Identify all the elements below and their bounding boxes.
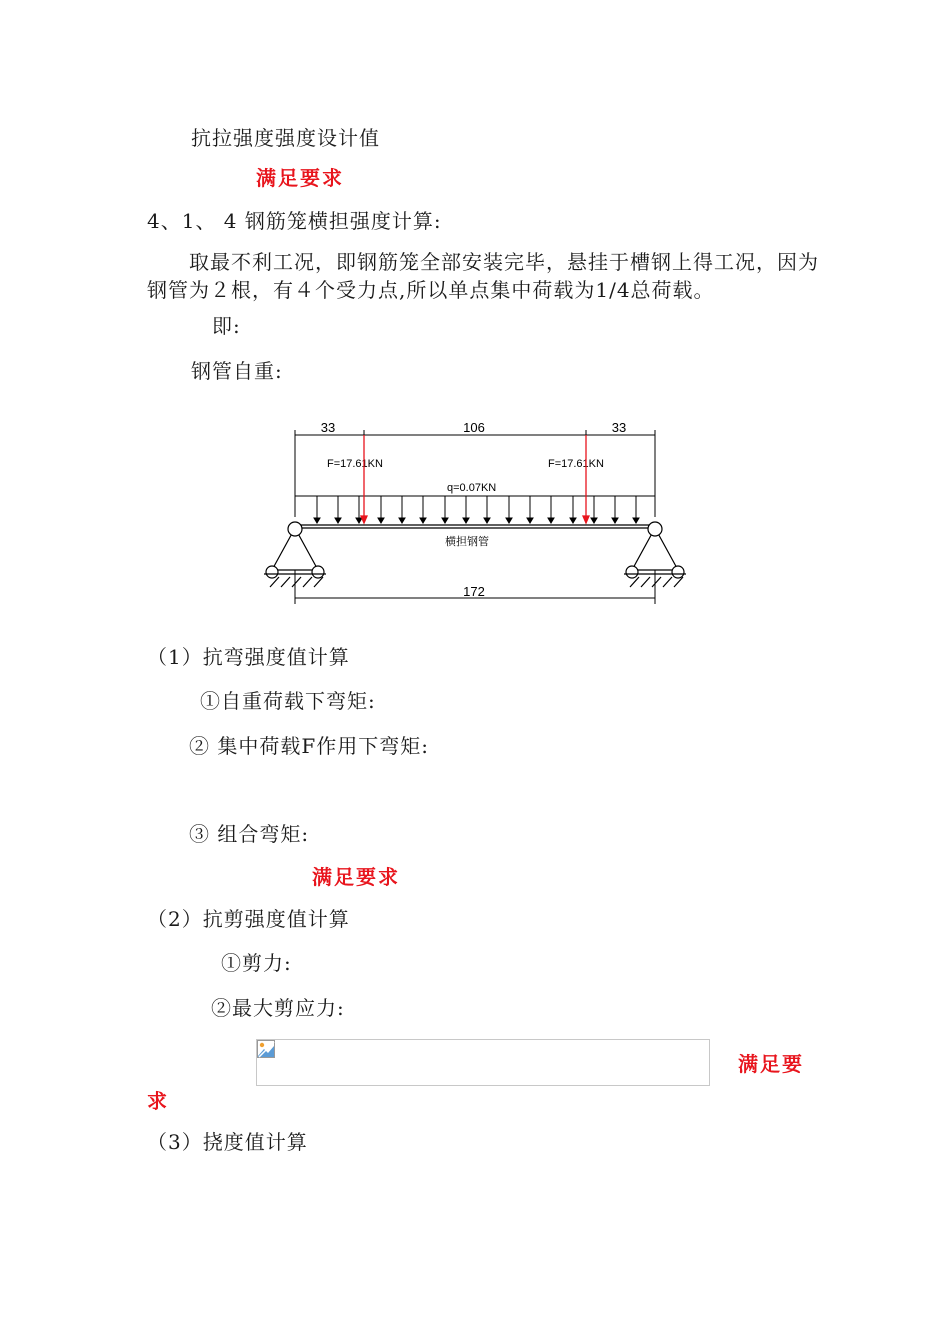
beam-load-diagram bbox=[255, 412, 695, 612]
condition-paragraph: 取最不利工况，即钢筋笼全部安装完毕，悬挂于槽钢上得工况，因为钢管为２根，有４个受力点,所以单点集中荷载为1/4总荷载。 bbox=[147, 250, 819, 302]
broken-image-icon bbox=[257, 1040, 275, 1058]
satisfied-note-1: 满足要求 bbox=[256, 166, 344, 190]
dim-mid-label: 106 bbox=[463, 420, 485, 435]
load-arrows bbox=[295, 496, 655, 523]
max-shear-stress: ②最大剪应力: bbox=[211, 996, 345, 1020]
deflection-heading: （3）挠度值计算 bbox=[147, 1130, 308, 1154]
dim-right-label: 33 bbox=[611, 420, 627, 435]
shear-force: ①剪力: bbox=[221, 951, 292, 975]
ji-line: 即: bbox=[212, 314, 241, 338]
shear-heading: （2）抗剪强度值计算 bbox=[147, 907, 350, 931]
satisfied-note-3a: 满足要 bbox=[738, 1052, 804, 1076]
section-heading: 4、1、 4 钢筋笼横担强度计算: bbox=[147, 209, 442, 233]
moment-combined: ③ 组合弯矩: bbox=[189, 822, 310, 846]
beam bbox=[295, 525, 655, 528]
satisfied-note-2: 满足要求 bbox=[312, 865, 400, 889]
beam-label: 横担钢管 bbox=[445, 535, 489, 548]
force-right-label: F=17.61KN bbox=[548, 458, 604, 470]
distributed-load-label: q=0.07KN bbox=[447, 482, 497, 494]
dimension-lines bbox=[295, 430, 655, 604]
dim-total-label: 172 bbox=[463, 584, 485, 599]
point-loads bbox=[361, 435, 589, 523]
moment-point-load: ② 集中荷载F作用下弯矩: bbox=[189, 734, 429, 758]
formula-image-placeholder bbox=[256, 1039, 710, 1086]
tensile-strength-line: 抗拉强度强度设计值 bbox=[191, 126, 380, 150]
self-weight-line: 钢管自重: bbox=[191, 359, 283, 383]
moment-self-weight: ①自重荷载下弯矩: bbox=[200, 689, 376, 713]
dim-left-label: 33 bbox=[320, 420, 336, 435]
satisfied-note-3b: 求 bbox=[147, 1089, 169, 1113]
force-left-label: F=17.61KN bbox=[327, 458, 383, 470]
bending-heading: （1）抗弯强度值计算 bbox=[147, 645, 350, 669]
